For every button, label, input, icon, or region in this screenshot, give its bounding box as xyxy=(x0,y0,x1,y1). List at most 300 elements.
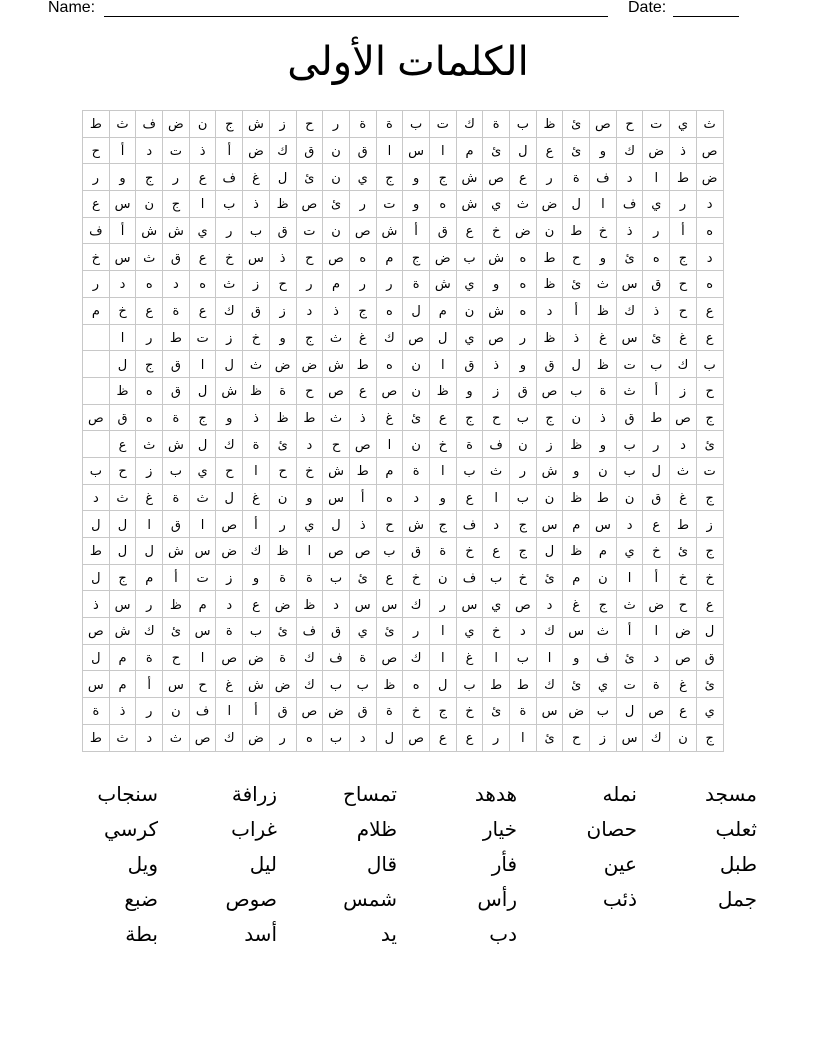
grid-cell: ض xyxy=(216,538,243,565)
grid-cell: ز xyxy=(670,377,697,404)
grid-cell: ي xyxy=(296,511,323,538)
grid-cell: ئ xyxy=(616,644,643,671)
grid-cell: خ xyxy=(243,324,270,351)
grid-cell: ي xyxy=(189,217,216,244)
grid-cell: ك xyxy=(243,538,270,565)
grid-cell: ن xyxy=(456,297,483,324)
grid-cell: ث xyxy=(590,618,617,645)
grid-cell: ر xyxy=(510,324,537,351)
grid-cell: ا xyxy=(643,164,670,191)
grid-cell: ث xyxy=(109,111,136,138)
grid-cell: ذ xyxy=(349,404,376,431)
grid-cell: ح xyxy=(216,457,243,484)
grid-cell: ف xyxy=(296,618,323,645)
grid-cell: ر xyxy=(376,271,403,298)
grid-cell xyxy=(83,324,110,351)
grid-cell: ح xyxy=(323,431,350,458)
grid-cell: ه xyxy=(510,271,537,298)
grid-cell: ج xyxy=(696,538,723,565)
grid-cell: ص xyxy=(323,538,350,565)
grid-cell: م xyxy=(323,271,350,298)
grid-cell: ة xyxy=(269,377,296,404)
grid-cell: ل xyxy=(216,484,243,511)
grid-cell: ر xyxy=(269,724,296,751)
grid-cell: ق xyxy=(696,644,723,671)
word-item: خيار xyxy=(482,819,517,841)
grid-cell: ج xyxy=(109,564,136,591)
grid-cell: ن xyxy=(536,217,563,244)
grid-cell: خ xyxy=(590,217,617,244)
grid-cell: ر xyxy=(163,164,190,191)
grid-cell: ع xyxy=(83,191,110,218)
grid-cell: ع xyxy=(536,137,563,164)
grid-cell: ث xyxy=(189,484,216,511)
grid-cell xyxy=(83,377,110,404)
grid-cell: ذ xyxy=(109,698,136,725)
grid-cell: ض xyxy=(536,191,563,218)
grid-cell: ل xyxy=(696,618,723,645)
grid-cell: ع xyxy=(189,164,216,191)
word-item: زرافة xyxy=(231,784,277,806)
grid-cell: ط xyxy=(643,404,670,431)
grid-cell: ح xyxy=(616,111,643,138)
grid-cell: ج xyxy=(590,591,617,618)
word-item: بطة xyxy=(125,924,158,946)
grid-cell: خ xyxy=(643,538,670,565)
grid-cell: خ xyxy=(510,564,537,591)
grid-cell: ر xyxy=(136,324,163,351)
grid-cell: ن xyxy=(670,724,697,751)
grid-cell: ه xyxy=(189,271,216,298)
grid-cell: ح xyxy=(563,724,590,751)
grid-cell: ل xyxy=(376,724,403,751)
grid-cell: س xyxy=(403,137,430,164)
grid-cell: ت xyxy=(163,137,190,164)
grid-cell: ا xyxy=(189,644,216,671)
grid-cell: ط xyxy=(83,111,110,138)
grid-cell: ل xyxy=(643,457,670,484)
grid-cell: ئ xyxy=(536,564,563,591)
grid-cell: ي xyxy=(189,457,216,484)
grid-cell: ث xyxy=(136,431,163,458)
grid-cell: غ xyxy=(563,591,590,618)
grid-cell: ل xyxy=(136,538,163,565)
grid-cell: ل xyxy=(83,564,110,591)
grid-cell: ا xyxy=(590,191,617,218)
grid-cell: غ xyxy=(243,484,270,511)
grid-cell: ك xyxy=(616,297,643,324)
grid-cell: س xyxy=(189,538,216,565)
grid-cell: ل xyxy=(83,511,110,538)
grid-cell: ك xyxy=(296,671,323,698)
grid-cell: ض xyxy=(243,724,270,751)
grid-cell: د xyxy=(510,618,537,645)
grid-cell: س xyxy=(456,591,483,618)
grid-cell: ك xyxy=(403,644,430,671)
grid-cell: ض xyxy=(670,618,697,645)
grid-cell: ش xyxy=(243,671,270,698)
grid-cell: ئ xyxy=(403,404,430,431)
word-item: ظلام xyxy=(356,819,397,841)
grid-cell: ب xyxy=(456,671,483,698)
header xyxy=(48,0,748,22)
grid-cell: ص xyxy=(323,377,350,404)
grid-cell: ئ xyxy=(269,618,296,645)
grid-cell: م xyxy=(563,564,590,591)
grid-cell: ب xyxy=(323,724,350,751)
grid-cell: ث xyxy=(243,351,270,378)
grid-cell: ق xyxy=(243,297,270,324)
grid-cell: ر xyxy=(296,271,323,298)
grid-cell: ا xyxy=(536,644,563,671)
grid-cell: أ xyxy=(643,377,670,404)
grid-cell: ة xyxy=(456,431,483,458)
grid-cell: ت xyxy=(643,111,670,138)
grid-cell: ة xyxy=(429,538,456,565)
grid-cell: ظ xyxy=(536,324,563,351)
grid-cell: ب xyxy=(83,457,110,484)
grid-cell: ر xyxy=(510,457,537,484)
grid-cell: ك xyxy=(296,644,323,671)
grid-cell: ظ xyxy=(163,591,190,618)
grid-cell: ا xyxy=(429,457,456,484)
grid-cell: ب xyxy=(563,377,590,404)
grid-cell: ع xyxy=(376,564,403,591)
grid-cell: ط xyxy=(163,324,190,351)
grid-cell: ص xyxy=(189,724,216,751)
grid-cell: ح xyxy=(563,244,590,271)
grid-row xyxy=(83,111,724,138)
grid-cell: س xyxy=(109,244,136,271)
grid-row xyxy=(83,538,724,565)
grid-cell: ئ xyxy=(696,671,723,698)
grid-cell: ي xyxy=(590,671,617,698)
grid-cell: ذ xyxy=(349,511,376,538)
grid-cell: ل xyxy=(403,297,430,324)
grid-cell: ر xyxy=(349,271,376,298)
grid-cell: و xyxy=(510,351,537,378)
grid-cell: م xyxy=(429,297,456,324)
grid-cell: و xyxy=(590,431,617,458)
grid-cell: ص xyxy=(590,111,617,138)
grid-cell: ع xyxy=(670,698,697,725)
grid-cell: أ xyxy=(216,137,243,164)
grid-cell: ي xyxy=(349,618,376,645)
grid-cell: ل xyxy=(109,538,136,565)
grid-cell: أ xyxy=(349,484,376,511)
grid-cell: ة xyxy=(216,618,243,645)
name-label: Name: xyxy=(48,0,96,16)
grid-cell: ب xyxy=(349,671,376,698)
grid-cell: ذ xyxy=(83,591,110,618)
grid-cell: ا xyxy=(483,484,510,511)
grid-cell: ل xyxy=(429,324,456,351)
grid-cell: ص xyxy=(349,538,376,565)
grid-row xyxy=(83,698,724,725)
grid-cell: ج xyxy=(429,164,456,191)
grid-cell: ج xyxy=(349,297,376,324)
grid-cell: ظ xyxy=(243,377,270,404)
grid-cell: ع xyxy=(456,484,483,511)
grid-cell: ر xyxy=(136,698,163,725)
grid-cell: د xyxy=(349,724,376,751)
grid-cell: خ xyxy=(670,564,697,591)
grid-cell: ن xyxy=(189,111,216,138)
word-item: جمل xyxy=(717,889,757,911)
grid-cell: ئ xyxy=(163,618,190,645)
grid-cell: ذ xyxy=(323,297,350,324)
grid-cell: ق xyxy=(163,377,190,404)
grid-cell: ه xyxy=(376,484,403,511)
grid-cell: م xyxy=(376,457,403,484)
grid-cell: ق xyxy=(643,271,670,298)
grid-cell: ب xyxy=(510,111,537,138)
grid-cell: ا xyxy=(429,644,456,671)
grid-cell: خ xyxy=(456,538,483,565)
grid-cell: ن xyxy=(323,137,350,164)
grid-cell: ه xyxy=(376,351,403,378)
grid-cell: ث xyxy=(483,457,510,484)
grid-cell: ر xyxy=(429,591,456,618)
grid-cell: س xyxy=(536,511,563,538)
grid-cell: ع xyxy=(643,511,670,538)
grid-cell: ك xyxy=(376,324,403,351)
grid-cell: ط xyxy=(510,671,537,698)
grid-cell: غ xyxy=(670,484,697,511)
grid-cell: ن xyxy=(616,484,643,511)
grid-cell: ذ xyxy=(670,137,697,164)
grid-cell: ق xyxy=(643,484,670,511)
grid-cell: ص xyxy=(403,324,430,351)
grid-cell: غ xyxy=(349,324,376,351)
grid-row xyxy=(83,191,724,218)
grid-cell: س xyxy=(536,698,563,725)
grid-cell: ح xyxy=(483,404,510,431)
grid-cell: ن xyxy=(323,164,350,191)
grid-cell: ر xyxy=(323,111,350,138)
grid-cell: ث xyxy=(216,271,243,298)
grid-cell: ظ xyxy=(269,191,296,218)
grid-cell: ظ xyxy=(536,271,563,298)
grid-cell: ش xyxy=(323,457,350,484)
word-item: قال xyxy=(366,854,397,876)
grid-cell: ي xyxy=(483,191,510,218)
grid-cell: ج xyxy=(670,244,697,271)
grid-cell: ا xyxy=(109,324,136,351)
grid-cell: ل xyxy=(189,431,216,458)
grid-cell: ح xyxy=(296,244,323,271)
grid-cell: ص xyxy=(296,698,323,725)
grid-cell: ت xyxy=(189,324,216,351)
grid-cell: ك xyxy=(536,671,563,698)
word-item: دب xyxy=(489,924,517,946)
grid-cell: ث xyxy=(696,111,723,138)
grid-cell: ر xyxy=(269,511,296,538)
grid-cell: خ xyxy=(696,564,723,591)
grid-cell: ص xyxy=(670,644,697,671)
grid-cell: ز xyxy=(696,511,723,538)
grid-cell: د xyxy=(536,591,563,618)
grid-cell: ق xyxy=(510,377,537,404)
grid-cell: ه xyxy=(136,377,163,404)
grid-cell: د xyxy=(696,244,723,271)
grid-cell: د xyxy=(323,591,350,618)
word-item: طبل xyxy=(719,854,757,876)
grid-cell: س xyxy=(376,591,403,618)
grid-row xyxy=(83,244,724,271)
grid-cell: و xyxy=(243,564,270,591)
grid-cell: ش xyxy=(216,377,243,404)
grid-cell: م xyxy=(83,297,110,324)
grid-cell: غ xyxy=(216,671,243,698)
grid-cell: ذ xyxy=(590,404,617,431)
grid-cell: ح xyxy=(696,377,723,404)
grid-cell: ش xyxy=(136,217,163,244)
name-line[interactable] xyxy=(104,16,608,17)
grid-cell: ق xyxy=(456,351,483,378)
grid-cell: و xyxy=(216,404,243,431)
grid-cell: ئ xyxy=(269,431,296,458)
grid-cell: ق xyxy=(163,351,190,378)
grid-cell: ض xyxy=(510,217,537,244)
grid-cell: ن xyxy=(403,431,430,458)
grid-cell: ت xyxy=(429,111,456,138)
grid-cell: م xyxy=(563,511,590,538)
grid-cell: ن xyxy=(163,698,190,725)
grid-cell: ظ xyxy=(563,484,590,511)
word-item: غراب xyxy=(231,819,277,841)
grid-cell: ف xyxy=(456,564,483,591)
grid-cell: ب xyxy=(616,457,643,484)
grid-cell: ص xyxy=(323,244,350,271)
grid-cell: ي xyxy=(696,698,723,725)
grid-cell: ط xyxy=(670,164,697,191)
grid-cell: ب xyxy=(376,538,403,565)
grid-cell: ب xyxy=(243,618,270,645)
date-line[interactable] xyxy=(673,16,739,17)
grid-cell: ض xyxy=(269,351,296,378)
grid-cell: ا xyxy=(616,564,643,591)
grid-cell: ر xyxy=(536,164,563,191)
grid-cell: ث xyxy=(163,724,190,751)
grid-cell: ة xyxy=(163,297,190,324)
grid-cell: ر xyxy=(136,591,163,618)
grid-cell: ه xyxy=(696,217,723,244)
grid-cell: ع xyxy=(243,591,270,618)
grid-cell: ص xyxy=(376,644,403,671)
grid-cell: أ xyxy=(643,564,670,591)
grid-cell: س xyxy=(616,324,643,351)
grid-cell: ض xyxy=(269,671,296,698)
grid-cell: ط xyxy=(349,457,376,484)
grid-cell: ظ xyxy=(429,377,456,404)
grid-cell: د xyxy=(670,431,697,458)
grid-cell: و xyxy=(296,484,323,511)
grid-cell: ئ xyxy=(563,671,590,698)
grid-cell: ئ xyxy=(696,431,723,458)
grid-cell: ع xyxy=(456,724,483,751)
grid-cell: ئ xyxy=(323,191,350,218)
grid-cell: ض xyxy=(296,351,323,378)
grid-cell: س xyxy=(189,618,216,645)
grid-cell: خ xyxy=(483,618,510,645)
grid-cell: و xyxy=(269,324,296,351)
word-item: حصان xyxy=(586,819,637,841)
grid-cell: ط xyxy=(563,217,590,244)
grid-cell: ل xyxy=(189,377,216,404)
grid-cell: س xyxy=(590,511,617,538)
grid-row xyxy=(83,618,724,645)
grid-cell: ق xyxy=(349,137,376,164)
grid-cell: غ xyxy=(136,484,163,511)
grid-cell: ا xyxy=(136,511,163,538)
grid-cell: غ xyxy=(376,404,403,431)
grid-cell: ب xyxy=(323,671,350,698)
grid-cell: ة xyxy=(376,111,403,138)
grid-cell: ص xyxy=(216,511,243,538)
grid-cell: ض xyxy=(643,137,670,164)
grid-cell: ص xyxy=(696,137,723,164)
grid-cell: ل xyxy=(536,538,563,565)
grid-cell: ج xyxy=(163,191,190,218)
word-bank xyxy=(40,782,757,982)
grid-cell: د xyxy=(616,511,643,538)
grid-cell: ص xyxy=(349,217,376,244)
grid-cell: ط xyxy=(349,351,376,378)
grid-row xyxy=(83,297,724,324)
grid-cell: د xyxy=(296,297,323,324)
grid-cell: ح xyxy=(109,457,136,484)
grid-cell: ث xyxy=(136,244,163,271)
grid-cell: ش xyxy=(163,431,190,458)
grid-cell: ل xyxy=(563,351,590,378)
grid-cell: ت xyxy=(616,351,643,378)
grid-cell: س xyxy=(243,244,270,271)
grid-cell: ن xyxy=(403,351,430,378)
grid-cell: ب xyxy=(216,191,243,218)
grid-cell: ب xyxy=(456,244,483,271)
grid-cell: و xyxy=(403,191,430,218)
grid-cell: ش xyxy=(163,538,190,565)
grid-cell: ح xyxy=(670,271,697,298)
grid-cell: ف xyxy=(189,698,216,725)
grid-cell: ف xyxy=(616,191,643,218)
grid-cell: خ xyxy=(216,244,243,271)
grid-cell: ت xyxy=(296,217,323,244)
grid-cell: ب xyxy=(483,564,510,591)
grid-cell: ظ xyxy=(296,591,323,618)
grid-cell: ع xyxy=(456,217,483,244)
grid-cell: ظ xyxy=(563,538,590,565)
grid-cell: ن xyxy=(536,484,563,511)
word-item: تمساح xyxy=(343,784,397,806)
grid-cell: د xyxy=(643,644,670,671)
grid-cell: ش xyxy=(456,164,483,191)
grid-cell: ش xyxy=(243,111,270,138)
grid-cell: ف xyxy=(456,511,483,538)
grid-cell: ي xyxy=(483,591,510,618)
grid-cell: ا xyxy=(296,538,323,565)
grid-cell: ئ xyxy=(563,271,590,298)
grid-cell: ا xyxy=(189,191,216,218)
grid-cell: و xyxy=(590,137,617,164)
grid-cell: ة xyxy=(163,484,190,511)
grid-cell: ص xyxy=(403,724,430,751)
grid-cell: ج xyxy=(696,484,723,511)
grid-cell: ه xyxy=(136,271,163,298)
grid-row xyxy=(83,671,724,698)
grid-cell: ة xyxy=(403,457,430,484)
